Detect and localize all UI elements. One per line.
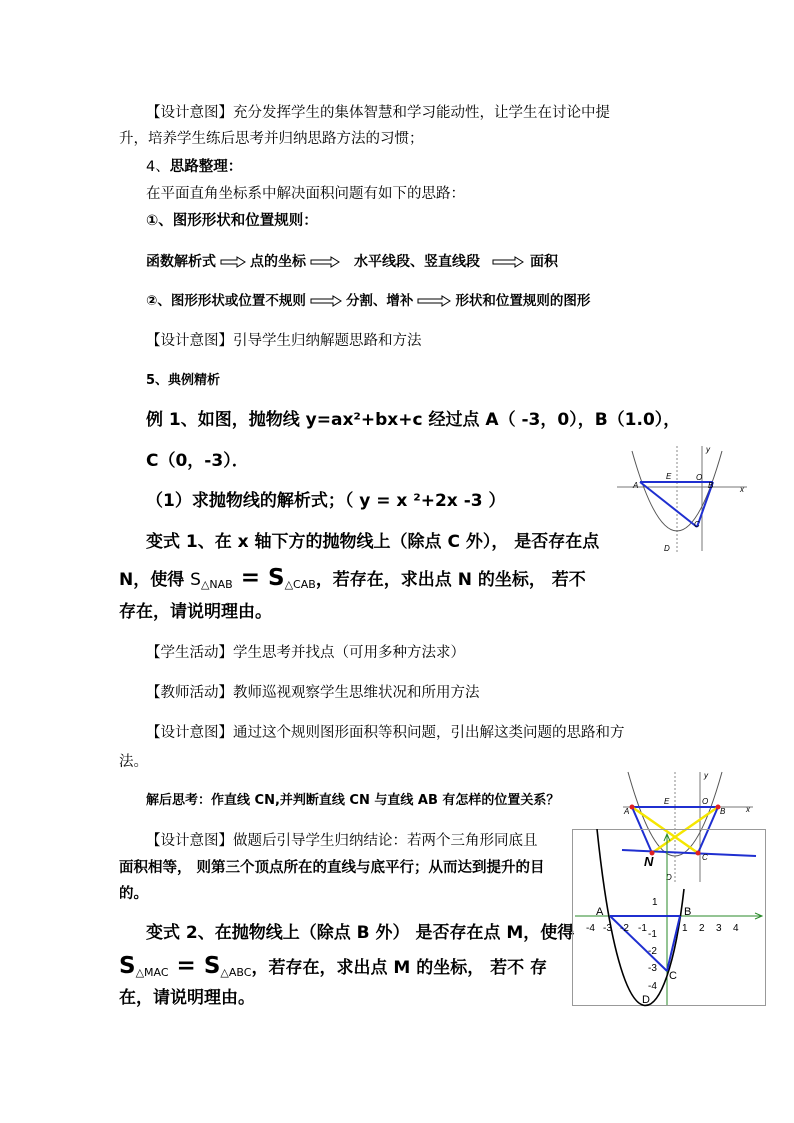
label-n: N (644, 854, 654, 869)
label-b: B (708, 481, 714, 490)
area-symbol: S (203, 953, 221, 979)
triangle-cab: △CAB (284, 578, 316, 591)
design-intent-3-line1: 【设计意图】通过这个规则图形面积等积问题，引出解这类问题的思路和方 (146, 725, 625, 741)
triangle-nab: △NAB (200, 578, 233, 591)
segment-ac (640, 482, 697, 527)
point-a (630, 805, 635, 810)
arrow-right-icon (310, 295, 342, 307)
design-intent-4-line2: 面积相等， 则第三个顶点所在的直线与底平行；从而达到提升的目 (119, 860, 545, 876)
flow1-step2: 点的坐标 (250, 254, 306, 270)
label-a: A (596, 906, 604, 918)
x-tick-label: -3 (603, 923, 612, 934)
arrow-right-icon (417, 295, 451, 307)
x-tick-label: -4 (586, 923, 595, 934)
variant2-line2 (119, 953, 548, 983)
y-tick-label: -1 (648, 929, 657, 940)
design-intent-3-line2: 法。 (119, 754, 148, 770)
student-activity: 【学生活动】学生思考并找点（可用多种方法求） (146, 645, 465, 661)
equals-sign: = (168, 953, 204, 979)
flow2-step3: 形状和位置规则的图形 (455, 293, 591, 309)
section4-title: 思路整理： (169, 159, 243, 175)
x-tick-label: -2 (620, 923, 629, 934)
y-tick-label: -2 (648, 946, 657, 957)
label-a: A (624, 807, 630, 816)
flow-chart-1 (146, 252, 558, 272)
label-a: A (633, 481, 639, 490)
label-c: C (702, 853, 708, 862)
label-e: E (666, 472, 672, 481)
segment-bc (667, 916, 680, 971)
parabola-figure-3 (572, 829, 767, 1007)
x-tick-label: -1 (638, 923, 647, 934)
variant1-line3: 存在，请说明理由。 (119, 602, 272, 622)
flow2-step2: 分割、增补 (345, 293, 414, 309)
label-o: O (696, 473, 703, 482)
arrow-right-icon (220, 256, 246, 268)
flow1-step3: 水平线段、竖直线段 (354, 254, 480, 270)
label-c: C (694, 520, 700, 529)
label-d: D (666, 873, 672, 882)
teacher-activity: 【教师活动】教师巡视观察学生思维状况和所用方法 (146, 685, 480, 701)
y-tick-label: 1 (652, 897, 658, 908)
label-e: E (664, 797, 670, 806)
area-symbol: S (268, 565, 285, 591)
flow1-step1: 函数解析式 (146, 254, 216, 270)
variant2-rest: ，若存在，求出点 M 的坐标， 若不 存 (251, 958, 548, 978)
label-o: O (702, 797, 709, 806)
area-symbol: S (119, 953, 136, 979)
label-y: y (706, 445, 710, 454)
equals-sign: = (232, 565, 269, 591)
x-tick-label: 1 (682, 923, 688, 934)
arrow-right-icon (310, 256, 340, 268)
flow-chart-2 (146, 291, 590, 311)
example1-line1: 例 1、如图，抛物线 y=ax²+bx+c 经过点 A（ -3，0），B（1.0）， (146, 410, 681, 430)
variant1-n-prefix: N，使得 (119, 570, 191, 590)
example1-line2: C（0，-3）． (146, 451, 249, 471)
section4-heading (146, 157, 242, 177)
x-tick-label: 3 (716, 923, 722, 934)
design-intent-1-line1: 【设计意图】充分发挥学生的集体智慧和学习能动性，让学生在讨论中提 (146, 105, 610, 121)
flow1-step4: 面积 (530, 254, 558, 270)
variant2-line3: 在，请说明理由。 (119, 988, 255, 1008)
case1-title: ①、图形形状和位置规则： (146, 213, 318, 229)
design-intent-1-line2: 升，培养学生练后思考并归纳思路方法的习惯； (119, 131, 424, 147)
design-intent-4-line1: 【设计意图】做题后引导学生归纳结论：若两个三角形同底且 (146, 833, 538, 849)
variant2-line1: 变式 2、在抛物线上（除点 B 外） 是否存在点 M，使得 (146, 923, 575, 943)
y-tick-label: -3 (648, 963, 657, 974)
triangle-mac: △MAC (135, 966, 169, 979)
arrow-right-icon (492, 256, 524, 268)
variant1-line1: 变式 1、在 x 轴下方的抛物线上（除点 C 外）， 是否存在点 (146, 532, 600, 552)
x-tick-label: 4 (733, 923, 739, 934)
y-tick-label: -4 (648, 981, 657, 992)
label-b: B (720, 807, 726, 816)
design-intent-2: 【设计意图】引导学生归纳解题思路和方法 (146, 333, 422, 349)
design-intent-4-line3: 的。 (119, 886, 148, 902)
x-tick-label: 2 (699, 923, 705, 934)
flow2-step1: ②、图形形状或位置不规则 (146, 293, 306, 309)
label-y: y (704, 771, 708, 780)
reflection: 解后思考：作直线 CN,并判断直线 CN 与直线 AB 有怎样的位置关系？ (146, 793, 560, 808)
parabola-figure-1 (612, 441, 752, 556)
label-x: x (740, 485, 744, 494)
variant1-line2 (119, 565, 586, 595)
label-x: x (746, 805, 750, 814)
section5-heading: 5、典例精析 (146, 373, 221, 388)
example1-part1: （1）求抛物线的解析式；（ y = x ²+2x -3 ） (146, 491, 506, 511)
section4-num: 4、 (146, 159, 170, 175)
label-c: C (669, 970, 677, 982)
label-b: B (684, 906, 692, 918)
area-symbol: S (190, 570, 201, 590)
label-d: D (664, 544, 670, 553)
label-d: D (642, 994, 650, 1006)
section4-intro: 在平面直角坐标系中解决面积问题有如下的思路： (146, 186, 465, 202)
variant1-rest: ，若存在，求出点 N 的坐标， 若不 (315, 570, 586, 590)
triangle-abc: △ABC (220, 966, 252, 979)
